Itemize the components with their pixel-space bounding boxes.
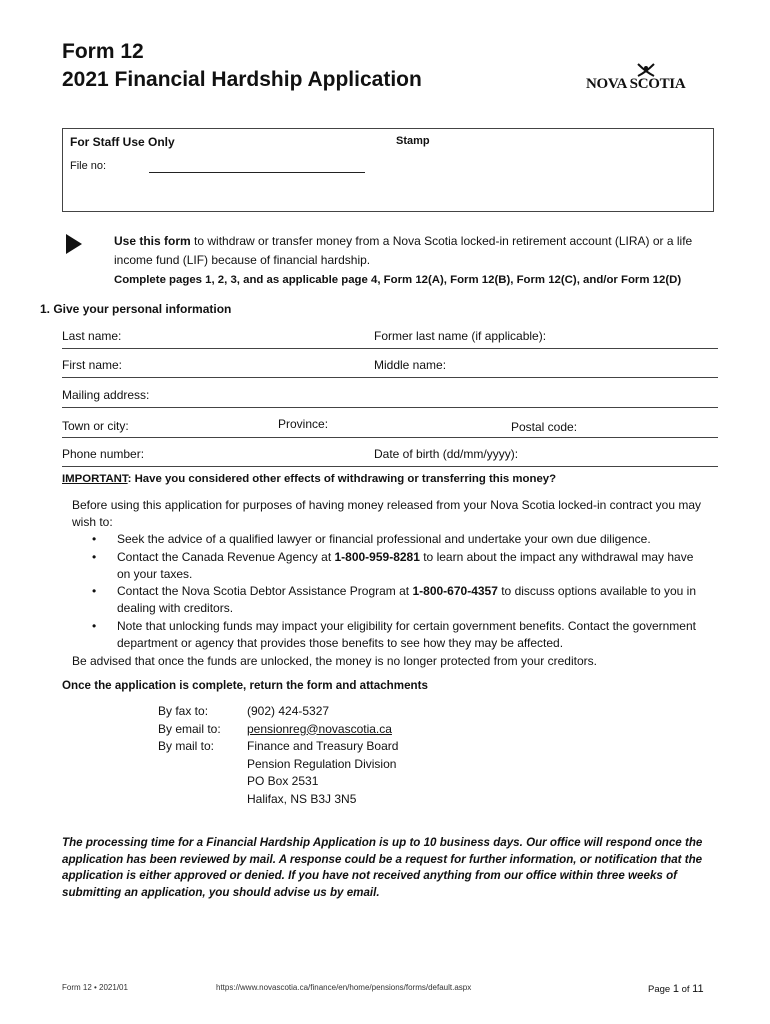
form-number: Form 12 — [62, 40, 144, 63]
middle-name-field[interactable]: Middle name: — [374, 358, 447, 372]
email-link[interactable]: pensionreg@novascotia.ca — [247, 721, 392, 736]
staff-use-box — [62, 128, 714, 212]
email-label: By email to: — [158, 721, 221, 736]
section-1-title: 1. Give your personal information — [40, 302, 232, 316]
list-item: • Note that unlocking funds may impact your eligibility for certain government benefits. Contact the government department or agency that provides those benefits to see how they may be affected. — [92, 618, 702, 652]
arrow-right-icon — [66, 234, 82, 254]
nova-scotia-logo — [586, 62, 698, 94]
complete-pages-note: Complete pages 1, 2, 3, and as applicable page 4, Form 12(A), Form 12(B), Form 12(C), and/or Form 12(D) — [114, 274, 682, 286]
footer-url[interactable]: https://www.novascotia.ca/finance/en/home/pensions/forms/default.aspx — [216, 983, 472, 992]
advised-text: Be advised that once the funds are unlocked, the money is no longer protected from your creditors. — [72, 654, 597, 668]
file-no-field[interactable] — [149, 172, 365, 173]
phone-row — [62, 447, 718, 467]
advice-list — [92, 531, 702, 652]
intro-body: to withdraw or transfer money from a Nova Scotia locked-in retirement account (LIRA) or a life income fund (LIF) because of financial hardship. — [114, 234, 693, 267]
list-item: • Contact the Nova Scotia Debtor Assistance Program at 1-800-670-4357 to discuss options available to you in dealing with creditors. — [92, 583, 702, 617]
address-row — [62, 388, 718, 408]
mail-label: By mail to: — [158, 739, 215, 753]
mailing-address-field[interactable]: Mailing address: — [62, 388, 150, 402]
mail-line-1: Finance and Treasury Board — [247, 739, 399, 753]
important-question — [62, 473, 556, 485]
processing-note: The processing time for a Financial Hardship Application is up to 10 business days. Our office will respond once the application has been reviewed by mail. A response could be a request for further information, or notification that the application is either approved or denied. If you have not received anything from our office within three weeks of submitting an application, you should advise us by email. — [62, 836, 703, 899]
list-item: • Contact the Canada Revenue Agency at 1-800-959-8281 to learn about the impact any withdrawal may have on your taxes. — [92, 549, 702, 583]
important-label: IMPORTANT — [62, 473, 128, 485]
before-using-text: Before using this application for purposes of having money released from your Nova Scotia locked-in contract you may wish to: — [72, 498, 701, 529]
footer-form-date: Form 12 • 2021/01 — [62, 983, 128, 992]
name-row — [62, 329, 718, 349]
list-item: • Seek the advice of a qualified lawyer or financial professional and undertake your own due diligence. — [92, 531, 702, 548]
town-row — [62, 418, 718, 438]
intro-text — [114, 232, 714, 270]
staff-use-heading: For Staff Use Only — [70, 135, 175, 149]
date-of-birth-field[interactable]: Date of birth (dd/mm/yyyy): — [374, 447, 519, 461]
province-field[interactable]: Province: — [278, 417, 329, 431]
mail-line-4: Halifax, NS B3J 3N5 — [247, 791, 357, 806]
first-name-field[interactable]: First name: — [62, 358, 123, 372]
stamp-label: Stamp — [396, 135, 430, 147]
postal-code-field[interactable]: Postal code: — [511, 420, 578, 434]
phone-number-field[interactable]: Phone number: — [62, 447, 145, 461]
mail-line-2: Pension Regulation Division — [247, 756, 397, 771]
former-last-name-field[interactable]: Former last name (if applicable): — [374, 329, 547, 343]
fax-label: By fax to: — [158, 704, 209, 718]
town-city-field[interactable]: Town or city: — [62, 419, 129, 433]
page-number: Page 1 of 11 — [648, 983, 704, 995]
first-name-row — [62, 358, 718, 378]
fax-value: (902) 424-5327 — [247, 704, 330, 718]
form-title-block — [62, 38, 422, 94]
last-name-field[interactable]: Last name: — [62, 329, 122, 343]
form-title: 2021 Financial Hardship Application — [62, 68, 422, 91]
intro-bold: Use this form — [114, 234, 191, 248]
file-no-label: File no: — [70, 160, 107, 172]
logo-wordmark: NOVA SCOTIA — [586, 76, 686, 92]
mail-line-3: PO Box 2531 — [247, 774, 319, 788]
return-heading: Once the application is complete, return the form and attachments — [62, 679, 428, 692]
important-text: : Have you considered other effects of withdrawing or transferring this money? — [127, 473, 557, 485]
